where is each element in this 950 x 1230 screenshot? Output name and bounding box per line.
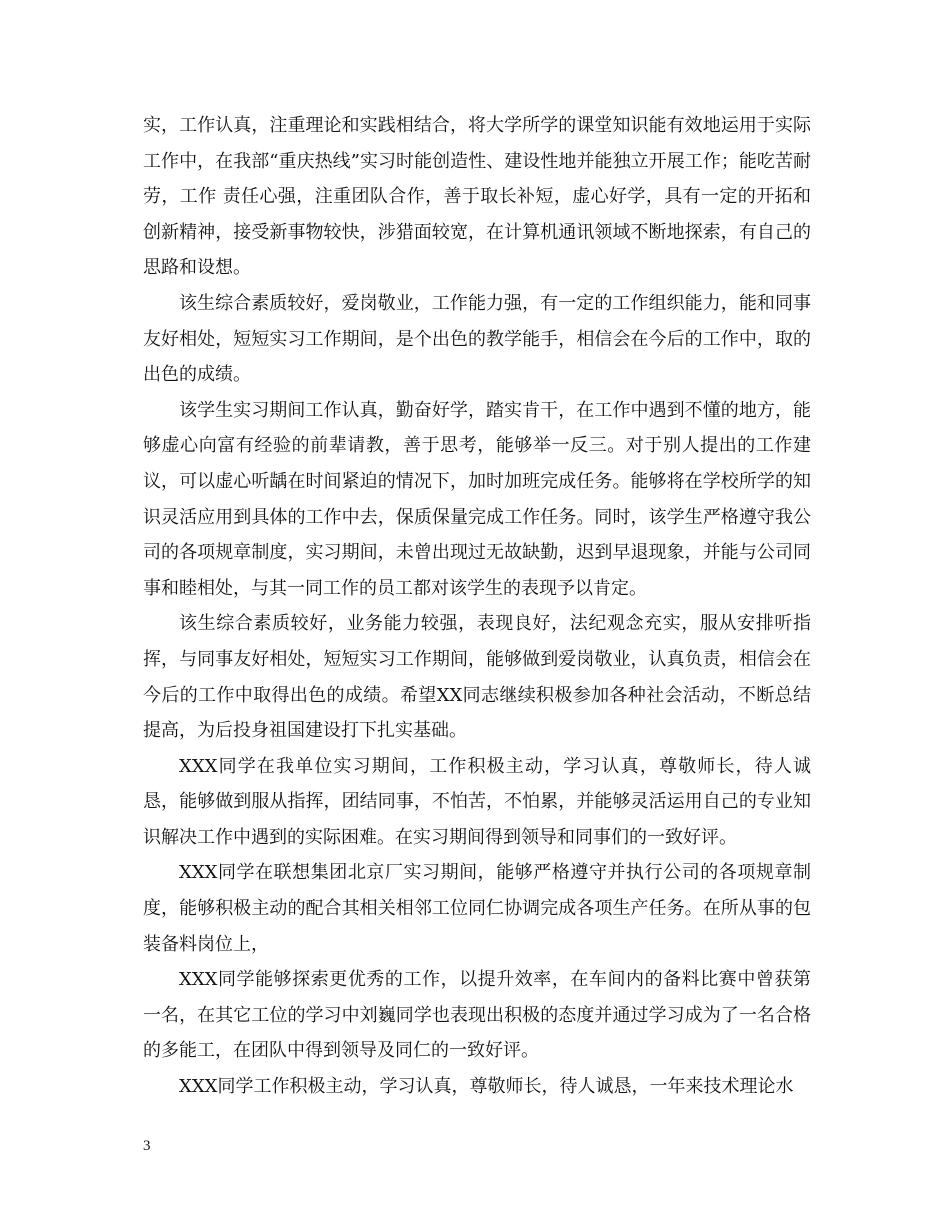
paragraph-3: 该学生实习期间工作认真，勤奋好学，踏实肯干，在工作中遇到不懂的地方，能够虚心向富有经验的前辈请教，善于思考，能够举一反三。对于别人提出的工作建议，可以虚心听龋在时间紧迫的情况下，加时加班完成任务。能够将在学校所学的知识灵活应用到具体的工作中去，保质保量完成工作任务。同时，该学生严格遵守我公司的各项规章制度，实习期间，未曾出现过无故缺勤，迟到早退现象，并能与公司同事和睦相处，与其一同工作的员工都对该学生的表现予以肯定。: [143, 399, 811, 599]
paragraph-8: XXX同学工作积极主动，学习认真，尊敬师长，待人诚恳，一年来技术理论水: [179, 1076, 794, 1098]
paragraph-1: 实，工作认真，注重理论和实践相结合，将大学所学的课堂知识能有效地运用于实际工作中，在我部“重庆热线”实习时能创造性、建设性地并能独立开展工作；能吃苦耐劳，工作 责任心强，注重团队合作，善于取长补短，虚心好学，具有一定的开拓和创新精神，接受新事物较快，涉猎面较宽，在计算机通讯领域不断地探索，有自己的思路和设想。: [143, 115, 811, 279]
paragraph-5: XXX同学在我单位实习期间，工作积极主动，学习认真，尊敬师长，待人诚恳，能够做到服从指挥，团结同事，不怕苦，不怕累，并能够灵活运用自己的专业知识解决工作中遇到的实际困难。在实习期间得到领导和同事们的一致好评。: [143, 755, 811, 848]
page-number: 3: [143, 1138, 151, 1154]
paragraph-2: 该生综合素质较好，爱岗敬业，工作能力强，有一定的工作组织能力，能和同事友好相处，短短实习工作期间，是个出色的教学能手，相信会在今后的工作中，取的出色的成绩。: [143, 292, 811, 386]
paragraph-4: 该生综合素质较好，业务能力较强，表现良好，法纪观念充实，服从安排听指挥，与同事友好相处，短短实习工作期间，能够做到爱岗敬业，认真负责，相信会在今后的工作中取得出色的成绩。希望XX同志继续积极参加各种社会活动，不断总结提高，为后投身祖国建设打下扎实基础。: [143, 613, 811, 742]
document-body: [143, 108, 811, 1105]
paragraph-6: XXX同学在联想集团北京厂实习期间，能够严格遵守并执行公司的各项规章制度，能够积极主动的配合其相关相邻工位同仁协调完成各项生产任务。在所从事的包装备料岗位上，: [143, 862, 811, 955]
paragraph-7: XXX同学能够探索更优秀的工作，以提升效率，在车间内的备料比赛中曾获第一名，在其它工位的学习中刘巍同学也表现出积极的态度并通过学习成为了一名合格的多能工，在团队中得到领导及同仁的一致好评。: [143, 969, 811, 1062]
